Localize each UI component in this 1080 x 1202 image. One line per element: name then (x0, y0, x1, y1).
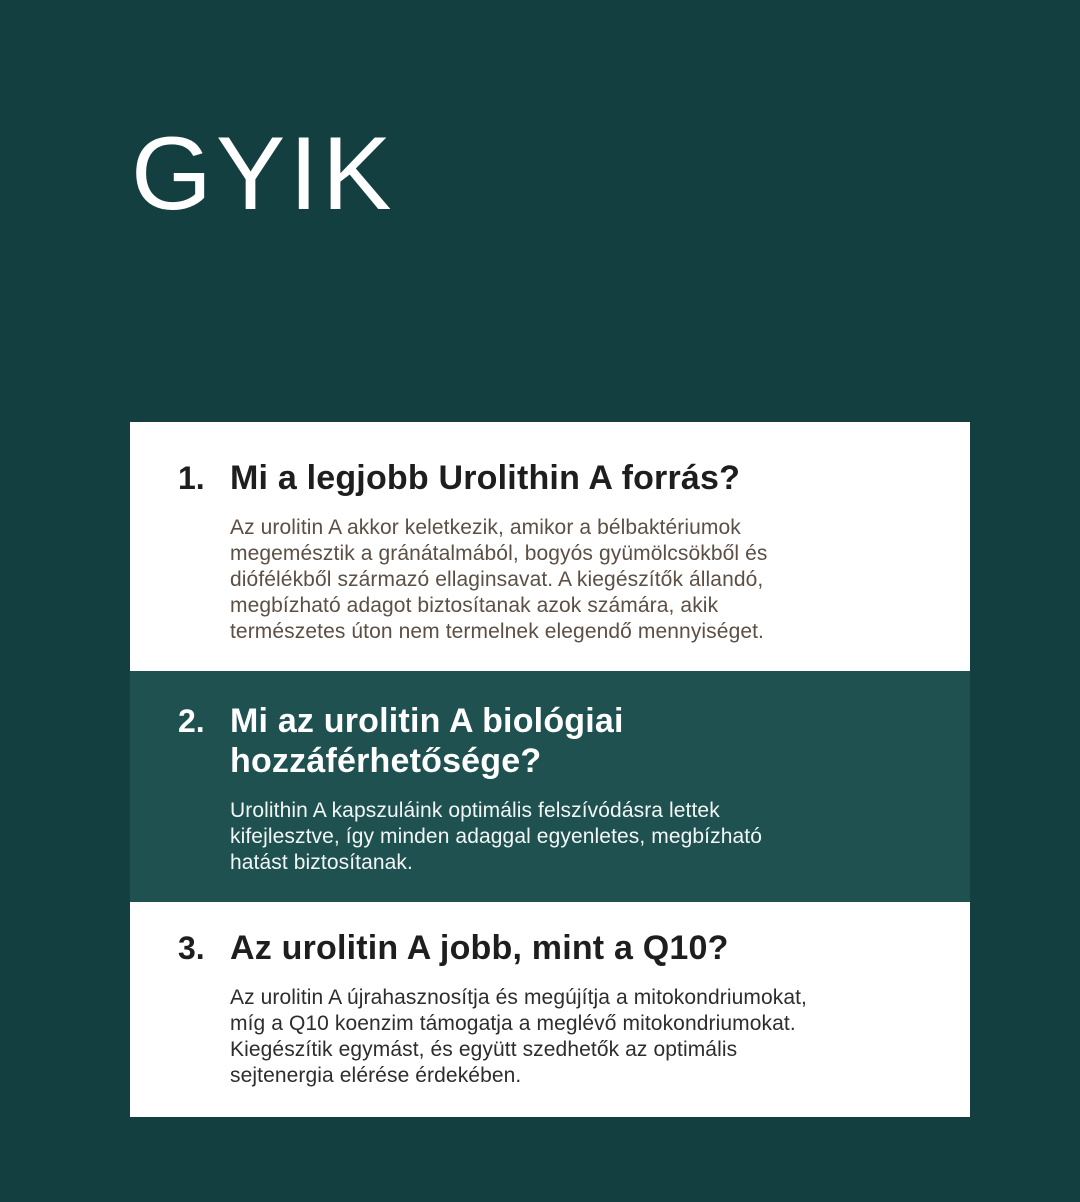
answer-text: Urolithin A kapszuláink optimális felszívódásra lettek kifejlesztve, így minden adaggal egyenletes, megbízható hatást biztosítanak. (230, 799, 762, 875)
question-number: 1. (178, 460, 205, 496)
faq-card-3 (130, 902, 970, 1117)
answer-text: Az urolitin A akkor keletkezik, amikor a bélbaktériumok megemésztik a gránátalmából, bogyós gyümölcsökből és diófélékből származó ellaginsavat. A kiegészítők állandó, megbízható adagot biztosítanak azok számára, akik természetes úton nem termelnek elegendő mennyiséget. (230, 516, 768, 644)
answer-text: Az urolitin A újrahasznosítja és megújítja a mitokondriumokat, míg a Q10 koenzim támogatja a meglévő mitokondriumokat. Kiegészítik egymást, és együtt szedhetők az optimális sejtenergia elérése érdekében. (230, 986, 807, 1088)
faq-card-1 (130, 422, 970, 671)
faq-graphic (0, 116, 1080, 1202)
faq-list (130, 422, 970, 1117)
question-text: Mi a legjobb Urolithin A forrás? (230, 459, 741, 497)
question-number: 3. (178, 930, 205, 967)
faq-card-2 (130, 671, 970, 902)
question-text: Az urolitin A jobb, mint a Q10? (230, 929, 729, 968)
question-number: 2. (178, 703, 205, 740)
question-text: Mi az urolitin A biológiai hozzáférhetősége? (230, 702, 624, 781)
page-title: GYIK (131, 116, 396, 232)
